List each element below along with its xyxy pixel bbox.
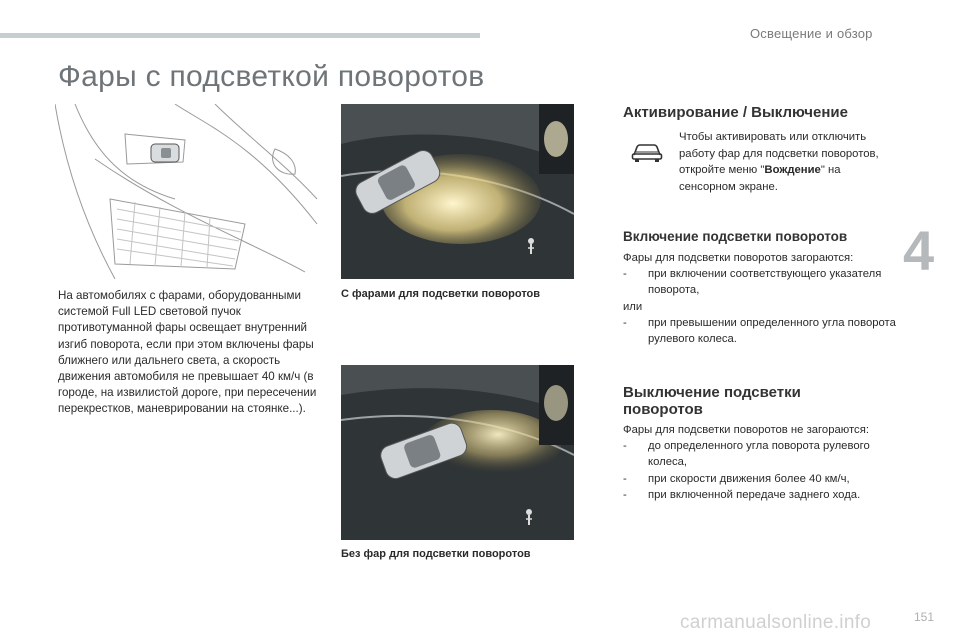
header-bar bbox=[0, 33, 480, 38]
switch-off-intro: Фары для подсветки поворотов не загораются: bbox=[623, 424, 869, 436]
car-icon bbox=[631, 143, 663, 163]
watermark: carmanualsonline.info bbox=[680, 612, 872, 633]
page-title: Фары с подсветкой поворотов bbox=[58, 60, 485, 93]
list-item: - при превышении определенного угла поворота рулевого колеса. bbox=[623, 316, 896, 346]
activation-heading: Активирование / Выключение bbox=[623, 104, 848, 121]
switch-on-or: или bbox=[623, 300, 643, 313]
page-number: 151 bbox=[914, 610, 935, 624]
chapter-number: 4 bbox=[903, 219, 935, 282]
activation-text: Чтобы активировать или отключить работу фар для подсветки поворотов, откройте меню "Вождение" на сенсорном экране. bbox=[679, 131, 879, 193]
list-item: - до определенного угла поворота рулевого колеса, bbox=[623, 440, 870, 469]
section-title: Освещение и обзор bbox=[750, 26, 873, 41]
list-item: - при включенной передаче заднего хода. bbox=[623, 488, 861, 501]
caption-without-cornering-lights: Без фар для подсветки поворотов bbox=[341, 548, 531, 560]
caption-with-cornering-lights: С фарами для подсветки поворотов bbox=[341, 288, 541, 300]
photo-with-cornering-lights bbox=[341, 104, 574, 279]
photo-without-cornering-lights bbox=[341, 365, 574, 540]
switch-on-intro: Фары для подсветки поворотов загораются: bbox=[623, 252, 854, 264]
switch-on-list bbox=[623, 250, 898, 347]
list-item: - при скорости движения более 40 км/ч, bbox=[623, 472, 850, 485]
intro-paragraph: На автомобилях с фарами, оборудованными системой Full LED световой пучок противотуманной фары освещает внутренний изгиб поворота, если при этом включены фары ближнего или дальнего света, а скорость движения автомобиля не превышает 40 км/ч (в городе, на извилистой дороге, при пересечении перекрестков, маневрировании на стоянке...). bbox=[58, 289, 317, 416]
list-item: - при включении соответствующего указателя поворота, bbox=[623, 268, 882, 297]
switch-off-list bbox=[623, 422, 898, 503]
switch-off-heading: Выключение подсветки поворотов bbox=[623, 384, 801, 418]
menu-name-driving: Вождение bbox=[764, 164, 821, 176]
fog-lamp-illustration bbox=[55, 104, 320, 279]
switch-on-heading: Включение подсветки поворотов bbox=[623, 229, 848, 244]
